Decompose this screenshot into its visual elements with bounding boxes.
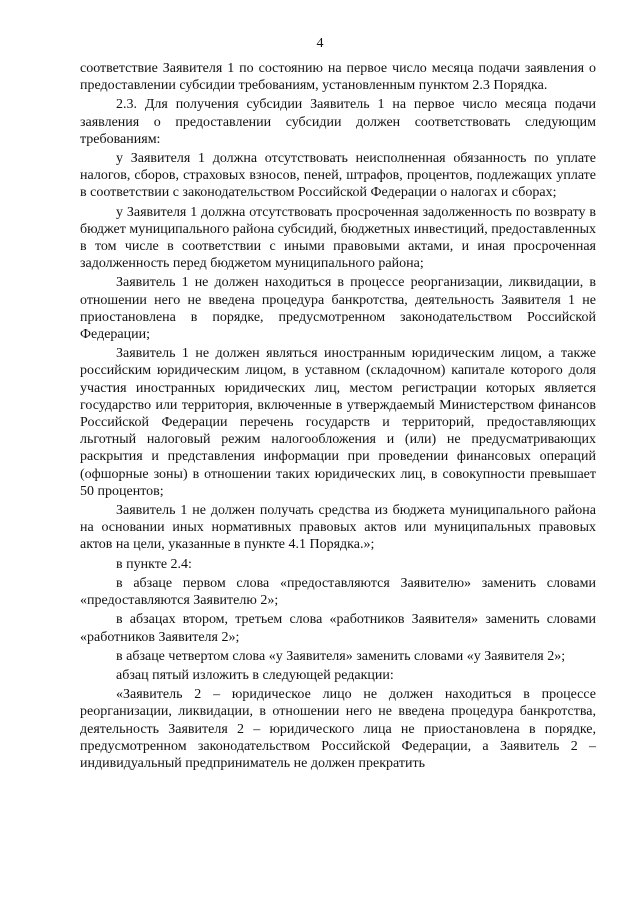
paragraph: абзац пятый изложить в следующей редакции: — [116, 667, 394, 683]
paragraph: соответствие Заявителя 1 по состоянию на первое число месяца подачи заявления о предоставлении субсидии требованиям, установленным пунктом 2.3 Порядка. — [80, 61, 596, 94]
paragraph: у Заявителя 1 должна отсутствовать неисполненная обязанность по уплате налогов, сборов, страховых взносов, пеней, штрафов, процентов, подлежащих уплате в соответствии с законодательством Российской Федерации о налогах и сборах; — [80, 151, 596, 201]
page-number: 4 — [316, 36, 324, 51]
document-body — [80, 60, 596, 772]
paragraph: в абзаце первом слова «предоставляются Заявителю» заменить словами «предоставляются Заявителю 2»; — [80, 575, 596, 609]
paragraph: 2.3. Для получения субсидии Заявитель 1 на первое число месяца подачи заявления о предоставлении субсидии должен соответствовать следующим требованиям: — [80, 97, 596, 147]
paragraph: в абзацах втором, третьем слова «работников Заявителя» заменить словами «работников Заявителя 2»; — [80, 612, 596, 645]
paragraph: у Заявителя 1 должна отсутствовать просроченная задолженность по возврату в бюджет муниципального района субсидий, бюджетных инвестиций, предоставленных в том числе в соответствии с иными правовыми актами, и иная просроченная задолженность перед бюджетом муниципального района; — [80, 204, 596, 272]
paragraph: в абзаце четвертом слова «у Заявителя» заменить словами «у Заявителя 2»; — [116, 648, 566, 664]
paragraph: Заявитель 1 не должен являться иностранным юридическим лицом, а также российским юридическим лицом, в уставном (складочном) капитале которого доля участия иностранных юридических лиц, местом регистрации которых является государство или территория, включенные в утверждаемый Министерством финансов Российской Федерации перечень государств и территорий, предоставляющих льготный налоговый режим налогообложения и (или) не предусматривающих раскрытия и представления информации при проведении финансовых операций (офшорные зоны) в отношении таких юридических лиц, в совокупности превышает 50 процентов; — [80, 346, 596, 499]
paragraph: Заявитель 1 не должен получать средства из бюджета муниципального района на основании иных нормативных правовых актов или муниципальных правовых актов на цели, указанные в пункте 4.1 Порядка.»; — [80, 503, 596, 553]
paragraph: «Заявитель 2 – юридическое лицо не должен находиться в процессе реорганизации, ликвидации, в отношении него не введена процедура банкротства, деятельность Заявителя 2 – юридического лица не приостановлена в порядке, предусмотренном законодательством Российской Федерации, а Заявитель 2 – индивидуальный предприниматель не должен прекратить — [80, 687, 596, 771]
paragraph: в пункте 2.4: — [116, 556, 192, 572]
paragraph: Заявитель 1 не должен находиться в процессе реорганизации, ликвидации, в отношении него не введена процедура банкротства, деятельность Заявителя 1 не приостановлена в порядке, предусмотренном законодательством Российской Федерации; — [80, 275, 596, 343]
